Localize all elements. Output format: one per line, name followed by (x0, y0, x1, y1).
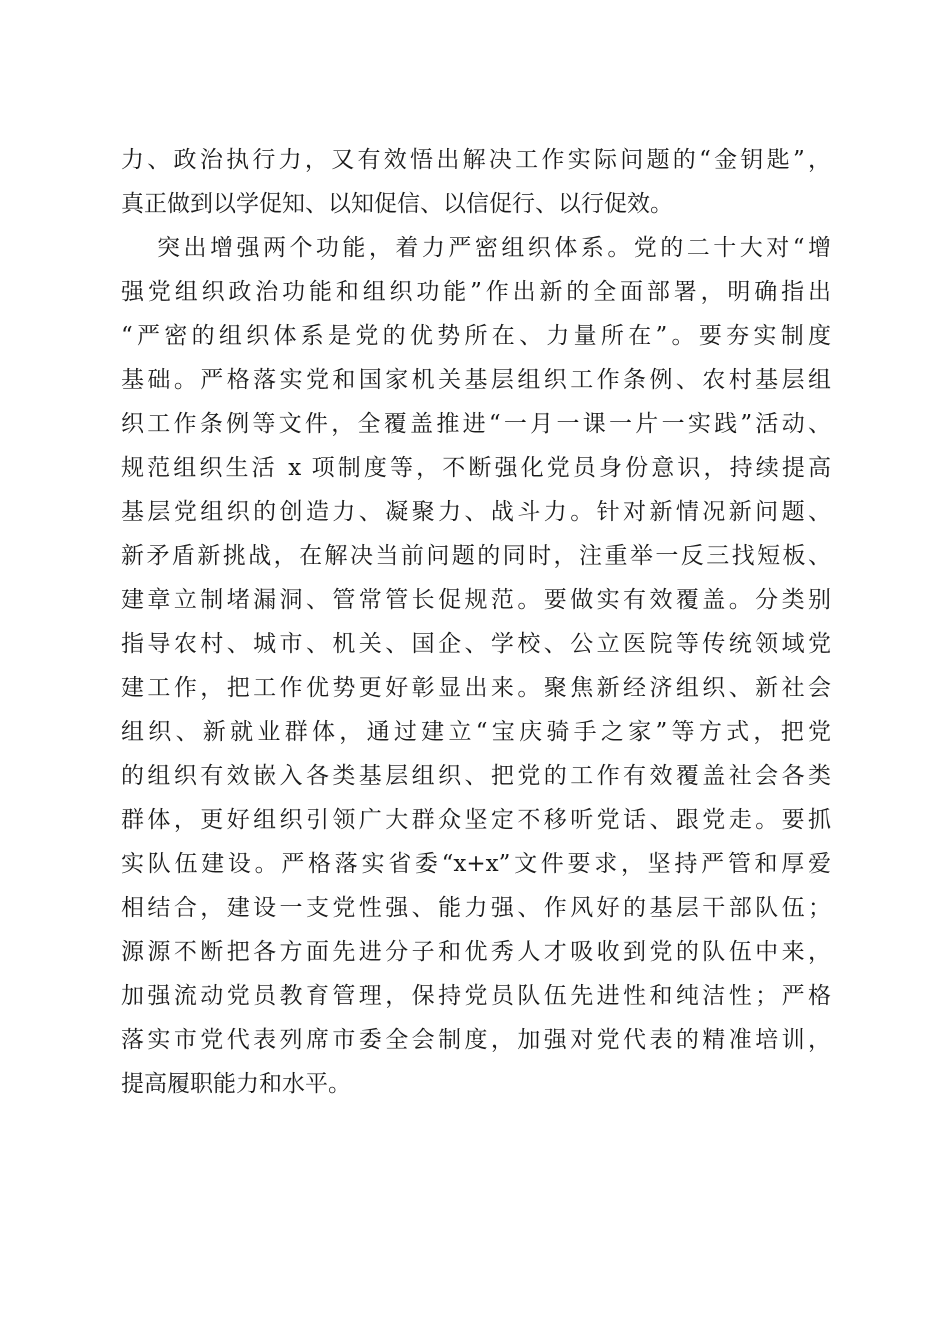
document-body (121, 138, 831, 1106)
text-line: 基层党组织的创造力、凝聚力、战斗力。针对新情况新问题、 (121, 499, 831, 525)
text-line: 落实市党代表列席市委全会制度，加强对党代表的精准培训， (121, 1027, 831, 1053)
text-line: 建工作，把工作优势更好彰显出来。聚焦新经济组织、新社会 (121, 675, 831, 701)
text-line: 指导农村、城市、机关、国企、学校、公立医院等传统领域党 (121, 631, 831, 657)
text-line: 规范组织生活 x 项制度等，不断强化党员身份意识，持续提高 (121, 455, 831, 481)
text-line: 加强流动党员教育管理，保持党员队伍先进性和纯洁性；严格 (121, 983, 831, 1009)
text-line: 真正做到以学促知、以知促信、以信促行、以行促效。 (121, 191, 673, 217)
text-line: 基础。严格落实党和国家机关基层组织工作条例、农村基层组 (121, 367, 831, 393)
text-line: 实队伍建设。严格落实省委“x+x”文件要求，坚持严管和厚爱 (121, 851, 831, 877)
text-line: 新矛盾新挑战，在解决当前问题的同时，注重举一反三找短板、 (121, 543, 831, 569)
paragraph-first-line: 突出增强两个功能，着力严密组织体系。党的二十大对“增 (157, 235, 831, 261)
text-line: 组织、新就业群体，通过建立“宝庆骑手之家”等方式，把党 (121, 719, 831, 745)
text-line: 源源不断把各方面先进分子和优秀人才吸收到党的队伍中来， (121, 939, 831, 965)
text-line: 的组织有效嵌入各类基层组织、把党的工作有效覆盖社会各类 (121, 763, 831, 789)
text-line: 提高履职能力和水平。 (121, 1071, 351, 1097)
text-line: 力、政治执行力，又有效悟出解决工作实际问题的“金钥匙”， (121, 147, 831, 173)
text-line: 群体，更好组织引领广大群众坚定不移听党话、跟党走。要抓 (121, 807, 831, 833)
text-line: 建章立制堵漏洞、管常管长促规范。要做实有效覆盖。分类别 (121, 587, 831, 613)
text-line: 强党组织政治功能和组织功能”作出新的全面部署，明确指出 (121, 279, 831, 305)
text-line: 织工作条例等文件，全覆盖推进“一月一课一片一实践”活动、 (121, 411, 831, 437)
text-line: “严密的组织体系是党的优势所在、力量所在”。要夯实制度 (121, 323, 831, 349)
text-line: 相结合，建设一支党性强、能力强、作风好的基层干部队伍； (121, 895, 831, 921)
